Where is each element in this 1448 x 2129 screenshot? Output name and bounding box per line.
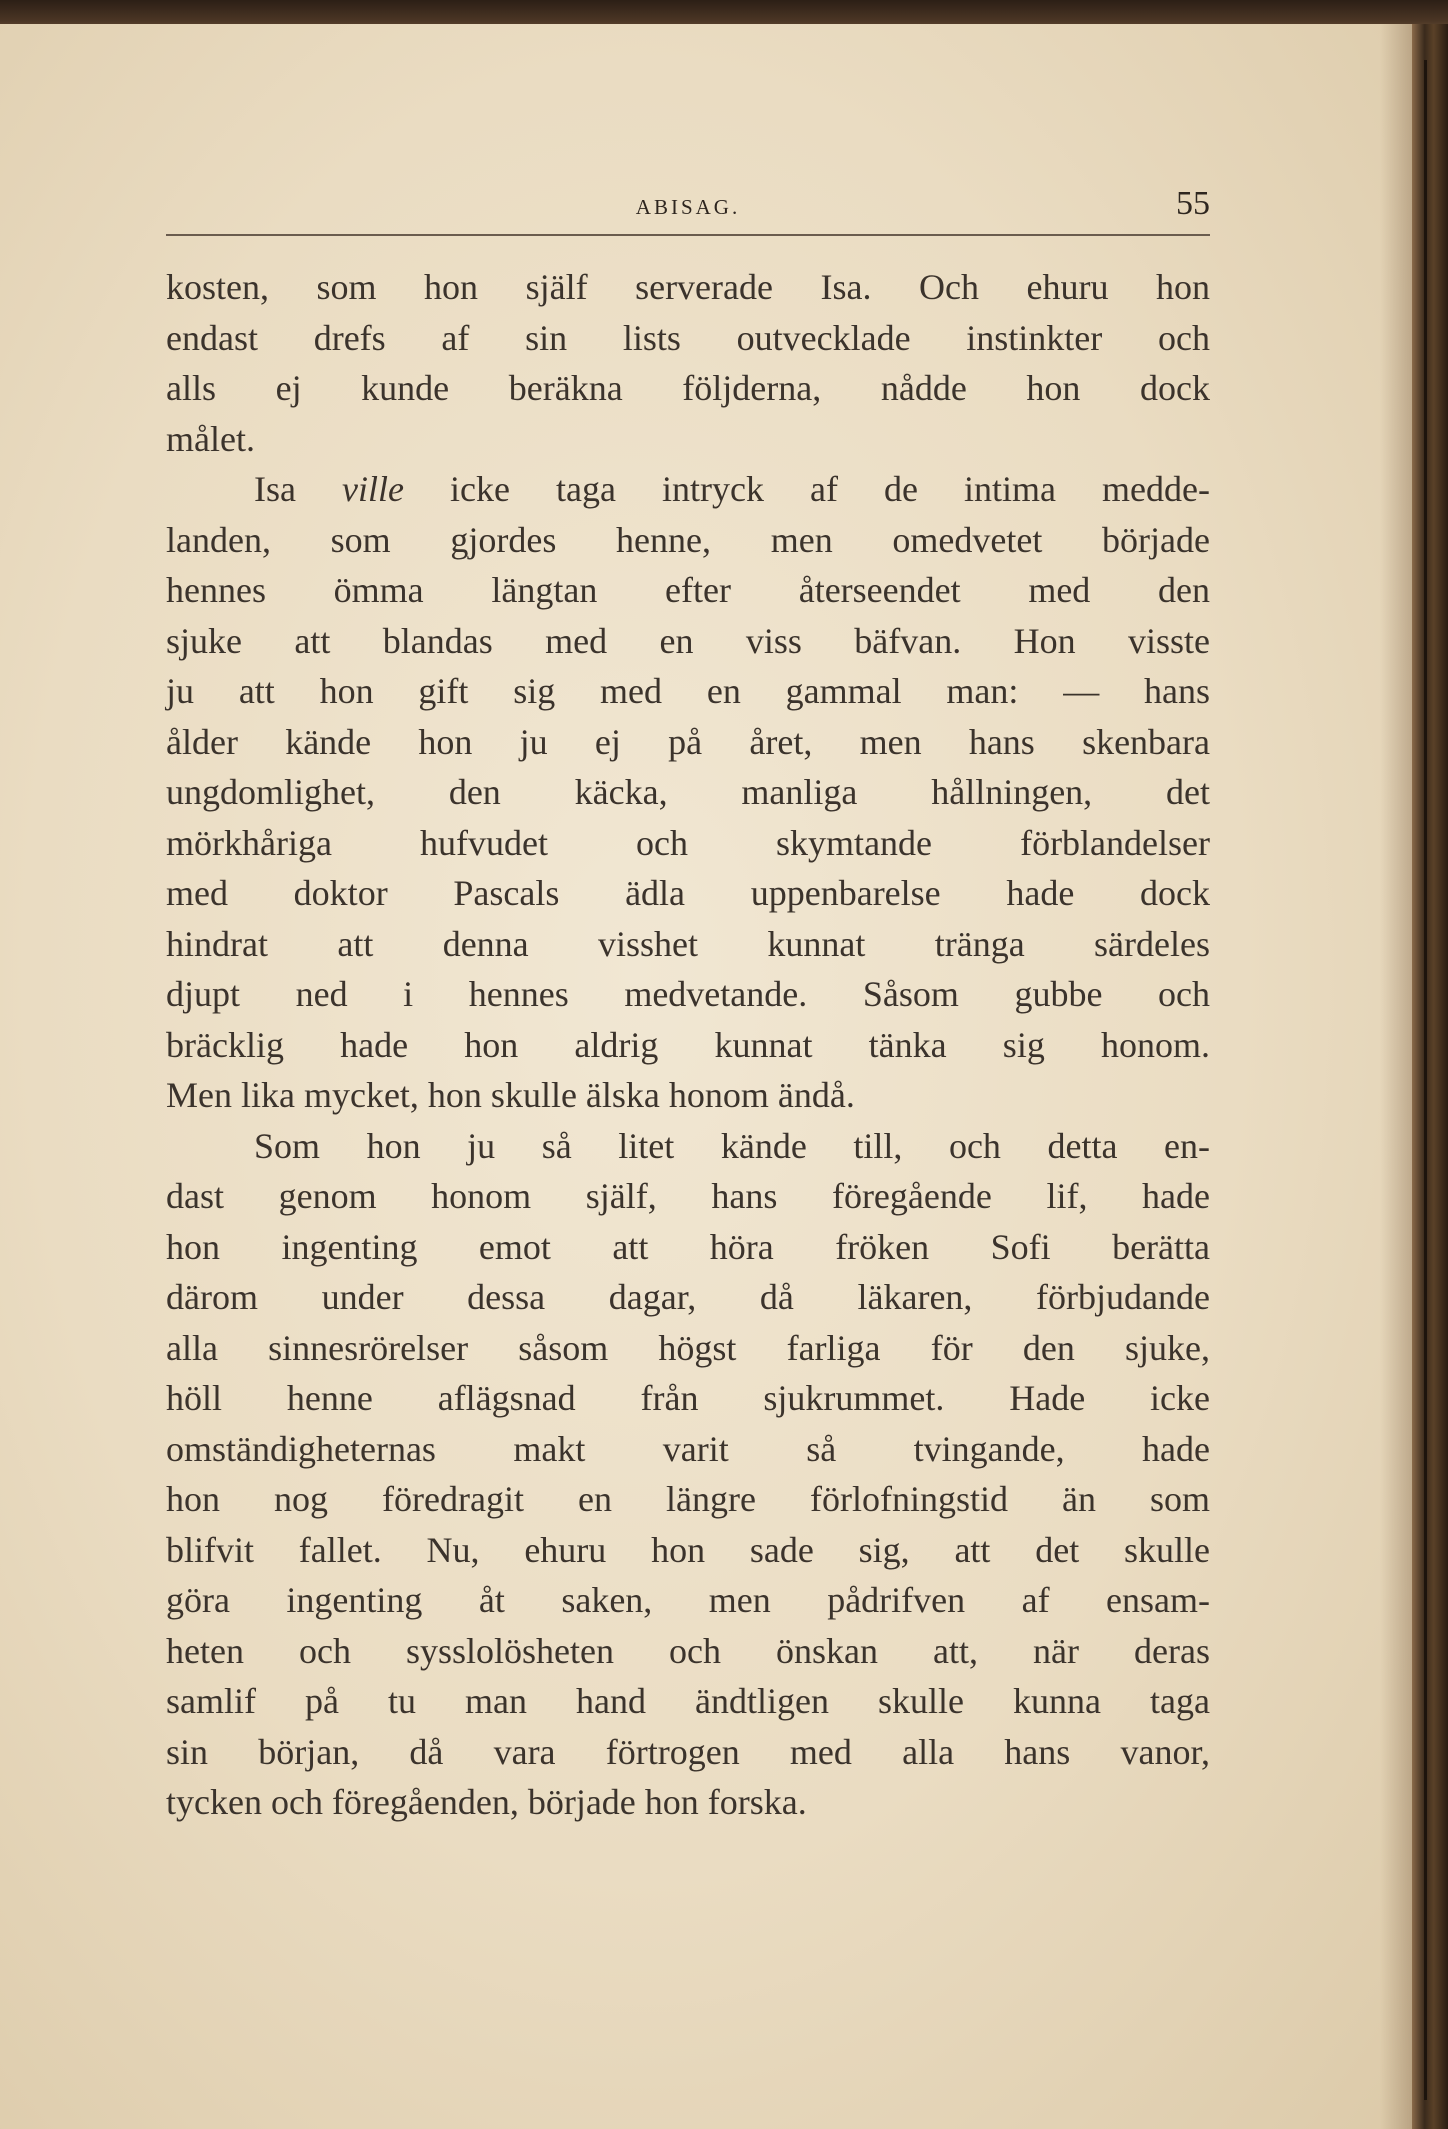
text-segment: Men lika mycket, hon skulle älska honom ändå.: [166, 1075, 855, 1115]
page-gutter-shadow: [1380, 24, 1412, 2129]
text-line: [166, 666, 1210, 717]
text-line: [166, 1777, 1210, 1828]
text-line: [166, 515, 1210, 566]
text-segment: blifvit fallet. Nu, ehuru hon sade sig, att det skulle: [166, 1529, 1210, 1570]
text-line: [166, 1626, 1210, 1677]
text-segment: därom under dessa dagar, då läkaren, förbjudande: [166, 1277, 1210, 1317]
text-line: [166, 1121, 1210, 1172]
text-segment: ju att hon gift sig med en gammal man: — hans: [166, 671, 1210, 711]
italic-text-segment: ville: [342, 469, 404, 509]
header-rule: [166, 234, 1210, 236]
text-line: [166, 1222, 1210, 1273]
text-segment: Som hon ju så litet kände till, och detta en-: [254, 1125, 1210, 1166]
text-line: [166, 717, 1210, 768]
text-line: [166, 969, 1210, 1020]
text-segment: sin början, då vara förtrogen med alla hans vanor,: [166, 1731, 1210, 1772]
text-line: [166, 1575, 1210, 1626]
text-line: [166, 1727, 1210, 1778]
text-segment: landen, som gjordes henne, men omedvetet började: [166, 519, 1210, 560]
text-segment: tycken och föregåenden, började hon forska.: [166, 1782, 807, 1822]
text-line: [166, 868, 1210, 919]
text-segment: ungdomlighet, den käcka, manliga hållningen, det: [166, 772, 1210, 812]
spine-crease: [1424, 60, 1427, 2100]
text-line: [166, 1474, 1210, 1525]
text-segment: dast genom honom själf, hans föregående lif, hade: [166, 1176, 1210, 1216]
text-segment: djupt ned i hennes medvetande. Såsom gubbe och: [166, 974, 1210, 1014]
text-segment: icke taga intryck af de intima medde-: [403, 469, 1210, 509]
text-segment: sjuke att blandas med en viss bäfvan. Hon visste: [166, 620, 1210, 661]
text-segment: kosten, som hon själf serverade Isa. Och ehuru hon: [166, 267, 1210, 307]
text-segment: höll henne aflägsnad från sjukrummet. Hade icke: [166, 1378, 1210, 1418]
text-line: [166, 818, 1210, 869]
text-segment: omständigheternas makt varit så tvingande, hade: [166, 1428, 1210, 1469]
text-segment: heten och sysslolösheten och önskan att, när deras: [166, 1630, 1210, 1671]
text-segment: hindrat att denna visshet kunnat tränga särdeles: [166, 923, 1210, 964]
text-line: [166, 1171, 1210, 1222]
text-segment: alla sinnesrörelser såsom högst farliga för den sjuke,: [166, 1327, 1210, 1368]
text-segment: målet.: [166, 418, 255, 459]
text-line: [166, 262, 1210, 313]
text-segment: bräcklig hade hon aldrig kunnat tänka sig honom.: [166, 1024, 1210, 1065]
text-line: [166, 1323, 1210, 1374]
text-line: [166, 1070, 1210, 1121]
text-line: [166, 1373, 1210, 1424]
text-segment: samlif på tu man hand ändtligen skulle kunna taga: [166, 1681, 1210, 1721]
running-title: ABISAG.: [635, 195, 741, 219]
text-segment: hon nog föredragit en längre förlofningstid än som: [166, 1479, 1210, 1519]
text-segment: ålder kände hon ju ej på året, men hans skenbara: [166, 721, 1210, 762]
text-line: [166, 464, 1210, 515]
body-text: [166, 262, 1210, 1828]
text-line: [166, 565, 1210, 616]
text-segment: hennes ömma längtan efter återseendet med den: [166, 570, 1210, 610]
text-line: [166, 919, 1210, 970]
text-line: [166, 616, 1210, 667]
text-line: [166, 363, 1210, 414]
text-line: [166, 1020, 1210, 1071]
text-line: [166, 1272, 1210, 1323]
text-segment: mörkhåriga hufvudet och skymtande förblandelser: [166, 822, 1210, 863]
text-segment: endast drefs af sin lists outvecklade instinkter och: [166, 317, 1210, 358]
text-line: [166, 767, 1210, 818]
text-segment: alls ej kunde beräkna följderna, nådde hon dock: [166, 368, 1210, 408]
text-line: [166, 313, 1210, 364]
text-line: [166, 1676, 1210, 1727]
text-line: [166, 1424, 1210, 1475]
page-number: 55: [1176, 185, 1210, 222]
running-head: [166, 185, 1210, 225]
text-segment: Isa: [254, 469, 343, 509]
text-segment: hon ingenting emot att höra fröken Sofi berätta: [166, 1226, 1210, 1267]
text-segment: göra ingenting åt saken, men pådrifven af ensam-: [166, 1580, 1210, 1620]
text-segment: med doktor Pascals ädla uppenbarelse hade dock: [166, 873, 1210, 913]
text-line: [166, 414, 1210, 465]
text-line: [166, 1525, 1210, 1576]
book-spine: [1412, 24, 1448, 2129]
